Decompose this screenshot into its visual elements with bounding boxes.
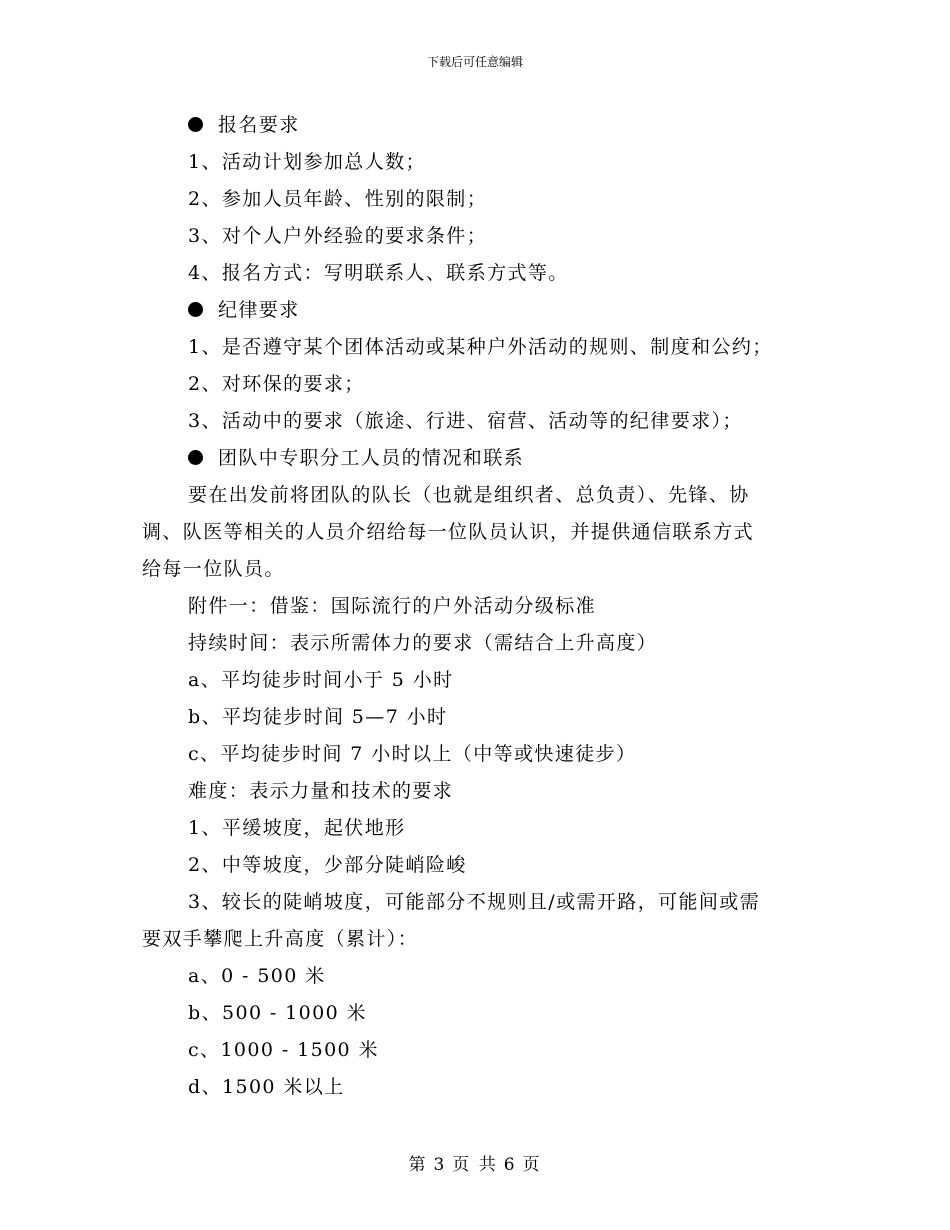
heading-text: 团队中专职分工人员的情况和联系 <box>218 447 525 469</box>
section-heading-team <box>142 440 802 477</box>
list-item: b、平均徒步时间 5—7 小时 <box>188 706 448 728</box>
list-item: 1、活动计划参加总人数； <box>188 151 426 173</box>
list-item: c、1000 - 1500 米 <box>188 1039 379 1061</box>
paragraph-line: 3、较长的陡峭坡度，可能部分不规则且/或需开路，可能间或需 <box>188 891 761 913</box>
list-item: 1、是否遵守某个团体活动或某种户外活动的规则、制度和公约； <box>188 336 773 358</box>
page-footer <box>0 1153 950 1177</box>
list-item: 2、参加人员年龄、性别的限制； <box>188 188 488 210</box>
bullet-icon <box>188 302 203 317</box>
appendix-title: 附件一：借鉴：国际流行的户外活动分级标准 <box>188 595 597 617</box>
heading-text: 纪律要求 <box>218 299 300 321</box>
paragraph-line: 要双手攀爬上升高度（累计）： <box>142 928 419 950</box>
bullet-icon <box>188 450 203 465</box>
list-item: 2、中等坡度，少部分陡峭险峻 <box>188 854 467 876</box>
list-item: 3、对个人户外经验的要求条件； <box>188 225 488 247</box>
list-item: 2、对环保的要求； <box>188 373 365 395</box>
list-item: d、1500 米以上 <box>188 1076 345 1098</box>
list-item: 4、报名方式：写明联系人、联系方式等。 <box>188 262 569 284</box>
page-total: 6 <box>503 1155 517 1175</box>
heading-text: 报名要求 <box>218 114 300 136</box>
footer-suffix: 页 <box>522 1155 542 1175</box>
difficulty-heading: 难度：表示力量和技术的要求 <box>188 780 454 802</box>
list-item: 1、平缓坡度，起伏地形 <box>188 817 406 839</box>
footer-middle: 页 共 <box>452 1155 498 1175</box>
list-item: b、500 - 1000 米 <box>188 1002 367 1024</box>
paragraph-line: 调、队医等相关的人员介绍给每一位队员认识，并提供通信联系方式 <box>142 521 755 543</box>
document-body <box>142 107 802 1106</box>
bullet-icon <box>188 117 203 132</box>
header-note: 下载后可任意编辑 <box>426 55 523 69</box>
section-heading-discipline <box>142 292 802 329</box>
list-item: a、0 - 500 米 <box>188 965 326 987</box>
list-item: 3、活动中的要求（旅途、行进、宿营、活动等的纪律要求）； <box>188 410 743 432</box>
list-item: c、平均徒步时间 7 小时以上（中等或快速徒步） <box>188 743 637 765</box>
duration-heading: 持续时间：表示所需体力的要求（需结合上升高度） <box>188 632 658 654</box>
paragraph-line: 要在出发前将团队的队长（也就是组织者、总负责）、先锋、协 <box>188 484 750 506</box>
paragraph-line: 给每一位队员。 <box>142 558 285 580</box>
list-item: a、平均徒步时间小于 5 小时 <box>188 669 454 691</box>
page-number: 3 <box>433 1155 447 1175</box>
section-heading-registration <box>142 107 802 144</box>
footer-prefix: 第 <box>408 1155 428 1175</box>
